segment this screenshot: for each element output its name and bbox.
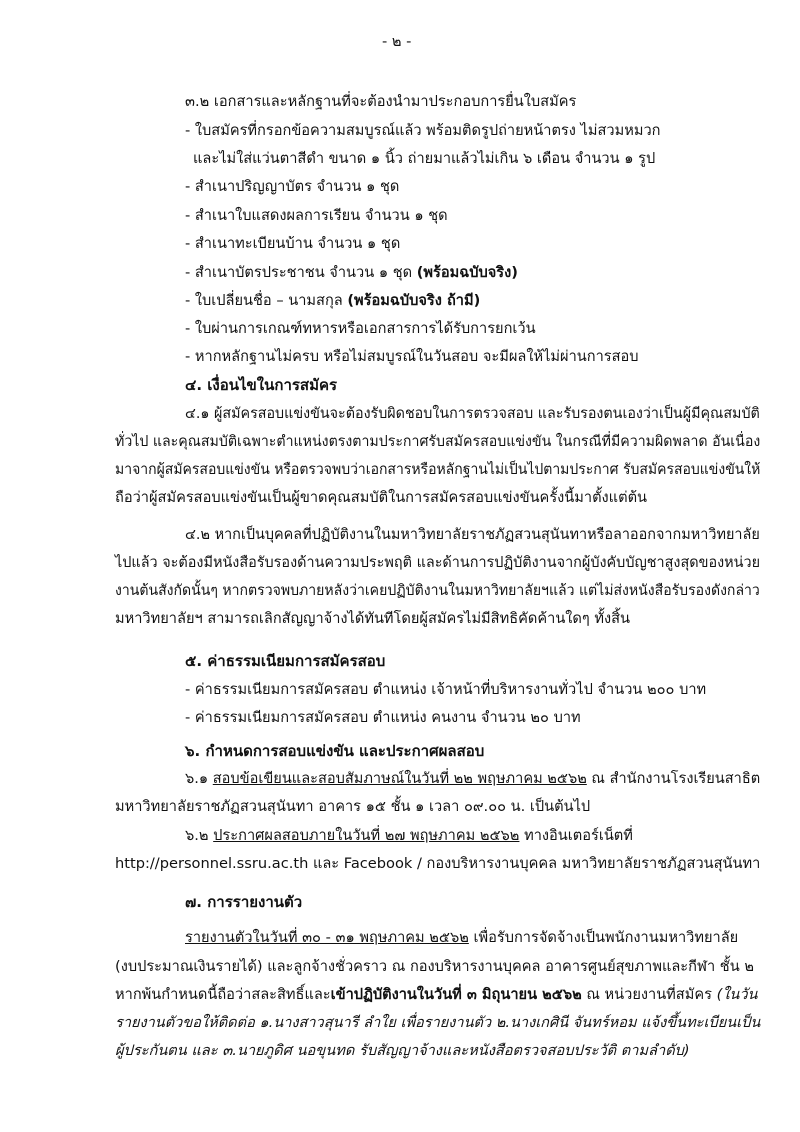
sec7-line3 — [115, 984, 758, 1006]
sec4-p2-line1: ๔.๒ หากเป็นบุคคลที่ปฏิบัติงานในมหาวิทยาลัยราชภัฏสวนสุนันทาหรือลาออกจากมหาวิทยาลัย — [185, 526, 760, 543]
sec4-p2-line4: มหาวิทยาลัยฯ สามารถเลิกสัญญาจ้างได้ทันทีโดยผู้สมัครไม่มีสิทธิคัดค้านใดๆ ทั้งสิ้น — [115, 610, 630, 627]
doc-item-namechange — [185, 290, 480, 312]
sec7-line2: (งบประมาณเงินรายได้) และลูกจ้างชั่วคราว ณ กองบริหารงานบุคคล อาคารศูนย์สุขภาพและกีฬา ชั้น ๒ — [115, 958, 754, 975]
namechange-text: - ใบเปลี่ยนชื่อ – นามสกุล — [185, 292, 348, 309]
doc-item-military: - ใบผ่านการเกณฑ์ทหารหรือเอกสารการได้รับการยกเว้น — [185, 320, 536, 337]
exam-date: สอบข้อเขียนและสอบสัมภาษณ์ในวันที่ ๒๒ พฤษภาคม ๒๕๖๒ — [212, 770, 587, 787]
sec6-p1-prefix: ๖.๑ — [185, 770, 213, 787]
doc-item-incomplete: - หากหลักฐานไม่ครบ หรือไม่สมบูรณ์ในวันสอบ จะมีผลให้ไม่ผ่านการสอบ — [185, 348, 639, 365]
doc-item-photo-cont: และไม่ใส่แว่นตาสีดำ ขนาด ๑ นิ้ว ถ่ายมาแล้วไม่เกิน ๖ เดือน จำนวน ๑ รูป — [193, 150, 656, 167]
sec4-title: ๔. เงื่อนไขในการสมัคร — [185, 376, 338, 394]
sec6-p1-rest: ณ สำนักงานโรงเรียนสาธิต — [586, 770, 761, 787]
sec6-p2-prefix: ๖.๒ — [185, 827, 214, 844]
doc-item-house: - สำเนาทะเบียนบ้าน จำนวน ๑ ชุด — [185, 235, 401, 252]
sec6-p1-line2: มหาวิทยาลัยราชภัฏสวนสุนันทา อาคาร ๑๕ ชั้น ๑ เวลา ๐๙.๐๐ น. เป็นต้นไป — [115, 798, 591, 815]
sec4-p1-line3: มาจากผู้สมัครสอบแข่งขัน หรือตรวจพบว่าเอกสารหรือหลักฐานไม่เป็นไปตามประกาศ รับสมัครสอบแข่งขันให้ — [115, 461, 761, 478]
sec3-2-title: ๓.๒ เอกสารและหลักฐานที่จะต้องนำมาประกอบการยื่นใบสมัคร — [185, 93, 577, 110]
start-work-date: เข้าปฏิบัติงานในวันที่ ๓ มิถุนายน ๒๕๖๒ — [330, 986, 582, 1003]
sec7-line1-rest: เพื่อรับการจัดจ้างเป็นพนักงานมหาวิทยาลัย — [468, 929, 739, 946]
idcard-text: - สำเนาบัตรประชาชน จำนวน ๑ ชุด — [185, 264, 417, 281]
idcard-bold: (พร้อมฉบับจริง) — [416, 264, 518, 281]
sec7-line1 — [185, 927, 738, 949]
sec7-line3-italic: (ในวัน — [716, 986, 758, 1003]
sec4-p2-line2: ไปแล้ว จะต้องมีหนังสือรับรองด้านความประพฤติ และด้านการปฏิบัติงานจากผู้บังคับบัญชาสูงสุดของหน่วย — [115, 554, 761, 571]
namechange-bold: (พร้อมฉบับจริง ถ้ามี) — [347, 292, 481, 309]
sec4-p2-line3: งานต้นสังกัดนั้นๆ หากตรวจพบภายหลังว่าเคยปฏิบัติงานในมหาวิทยาลัยฯแล้ว แต่ไม่ส่งหนังสือรับรองดังกล่าว — [115, 582, 760, 599]
sec6-p1-line1 — [185, 768, 760, 790]
fee-worker: - ค่าธรรมเนียมการสมัครสอบ ตำแหน่ง คนงาน จำนวน ๒๐ บาท — [185, 709, 581, 726]
sec6-p2-rest: ทางอินเตอร์เน็ตที่ — [519, 827, 633, 844]
sec7-title: ๗. การรายงานตัว — [185, 893, 303, 911]
result-date: ประกาศผลสอบภายในวันที่ ๒๗ พฤษภาคม ๒๕๖๒ — [213, 827, 520, 844]
sec4-p1-line1: ๔.๑ ผู้สมัครสอบแข่งขันจะต้องรับผิดชอบในการตรวจสอบ และรับรองตนเองว่าเป็นผู้มีคุณสมบัติ — [185, 405, 760, 422]
sec7-line3-b: ณ หน่วยงานที่สมัคร — [581, 986, 717, 1003]
fee-general-admin: - ค่าธรรมเนียมการสมัครสอบ ตำแหน่ง เจ้าหน้าที่บริหารงานทั่วไป จำนวน ๒๐๐ บาท — [185, 681, 707, 698]
doc-item-idcard — [185, 262, 518, 284]
sec6-p2-line2: http://personnel.ssru.ac.th และ Facebook / กองบริหารงานบุคคล มหาวิทยาลัยราชภัฏสวนสุนันทา — [115, 855, 761, 872]
sec7-line4: รายงานตัวขอให้ติดต่อ ๑.นางสาวสุนารี ลำใย เพื่อรายงานตัว ๒.นางเกศินี จันทร์หอม แจ้งขึ้นทะเบียนเป็น — [115, 1014, 761, 1031]
sec4-p1-line4: ถือว่าผู้สมัครสอบแข่งขันเป็นผู้ขาดคุณสมบัติในการสมัครสอบแข่งขันครั้งนี้มาตั้งแต่ต้น — [115, 489, 648, 506]
sec6-title: ๖. กำหนดการสอบแข่งขัน และประกาศผลสอบ — [185, 742, 485, 760]
report-date: รายงานตัวในวันที่ ๓๐ - ๓๑ พฤษภาคม ๒๕๖๒ — [185, 929, 469, 946]
sec4-p1-line2: ทั่วไป และคุณสมบัติเฉพาะตำแหน่งตรงตามประกาศรับสมัครสอบแข่งขัน ในกรณีที่มีความผิดพลาด อันเนื่อง — [115, 433, 761, 450]
doc-item-degree: - สำเนาปริญญาบัตร จำนวน ๑ ชุด — [185, 178, 400, 195]
doc-item-photo: - ใบสมัครที่กรอกข้อความสมบูรณ์แล้ว พร้อมติดรูปถ่ายหน้าตรง ไม่สวมหมวก — [185, 122, 661, 139]
sec7-line3-a: หากพ้นกำหนดนี้ถือว่าสละสิทธิ์และ — [115, 986, 331, 1003]
sec5-title: ๕. ค่าธรรมเนียมการสมัครสอบ — [185, 652, 386, 670]
sec6-p2-line1 — [185, 825, 633, 847]
page-number: - ๒ - — [382, 33, 412, 50]
sec7-line5: ผู้ประกันตน และ ๓.นายภูดิศ นอขุนทด รับสัญญาจ้างและหนังสือตรวจสอบประวัติ ตามลำดับ) — [115, 1042, 690, 1059]
doc-item-transcript: - สำเนาใบแสดงผลการเรียน จำนวน ๑ ชุด — [185, 207, 448, 224]
